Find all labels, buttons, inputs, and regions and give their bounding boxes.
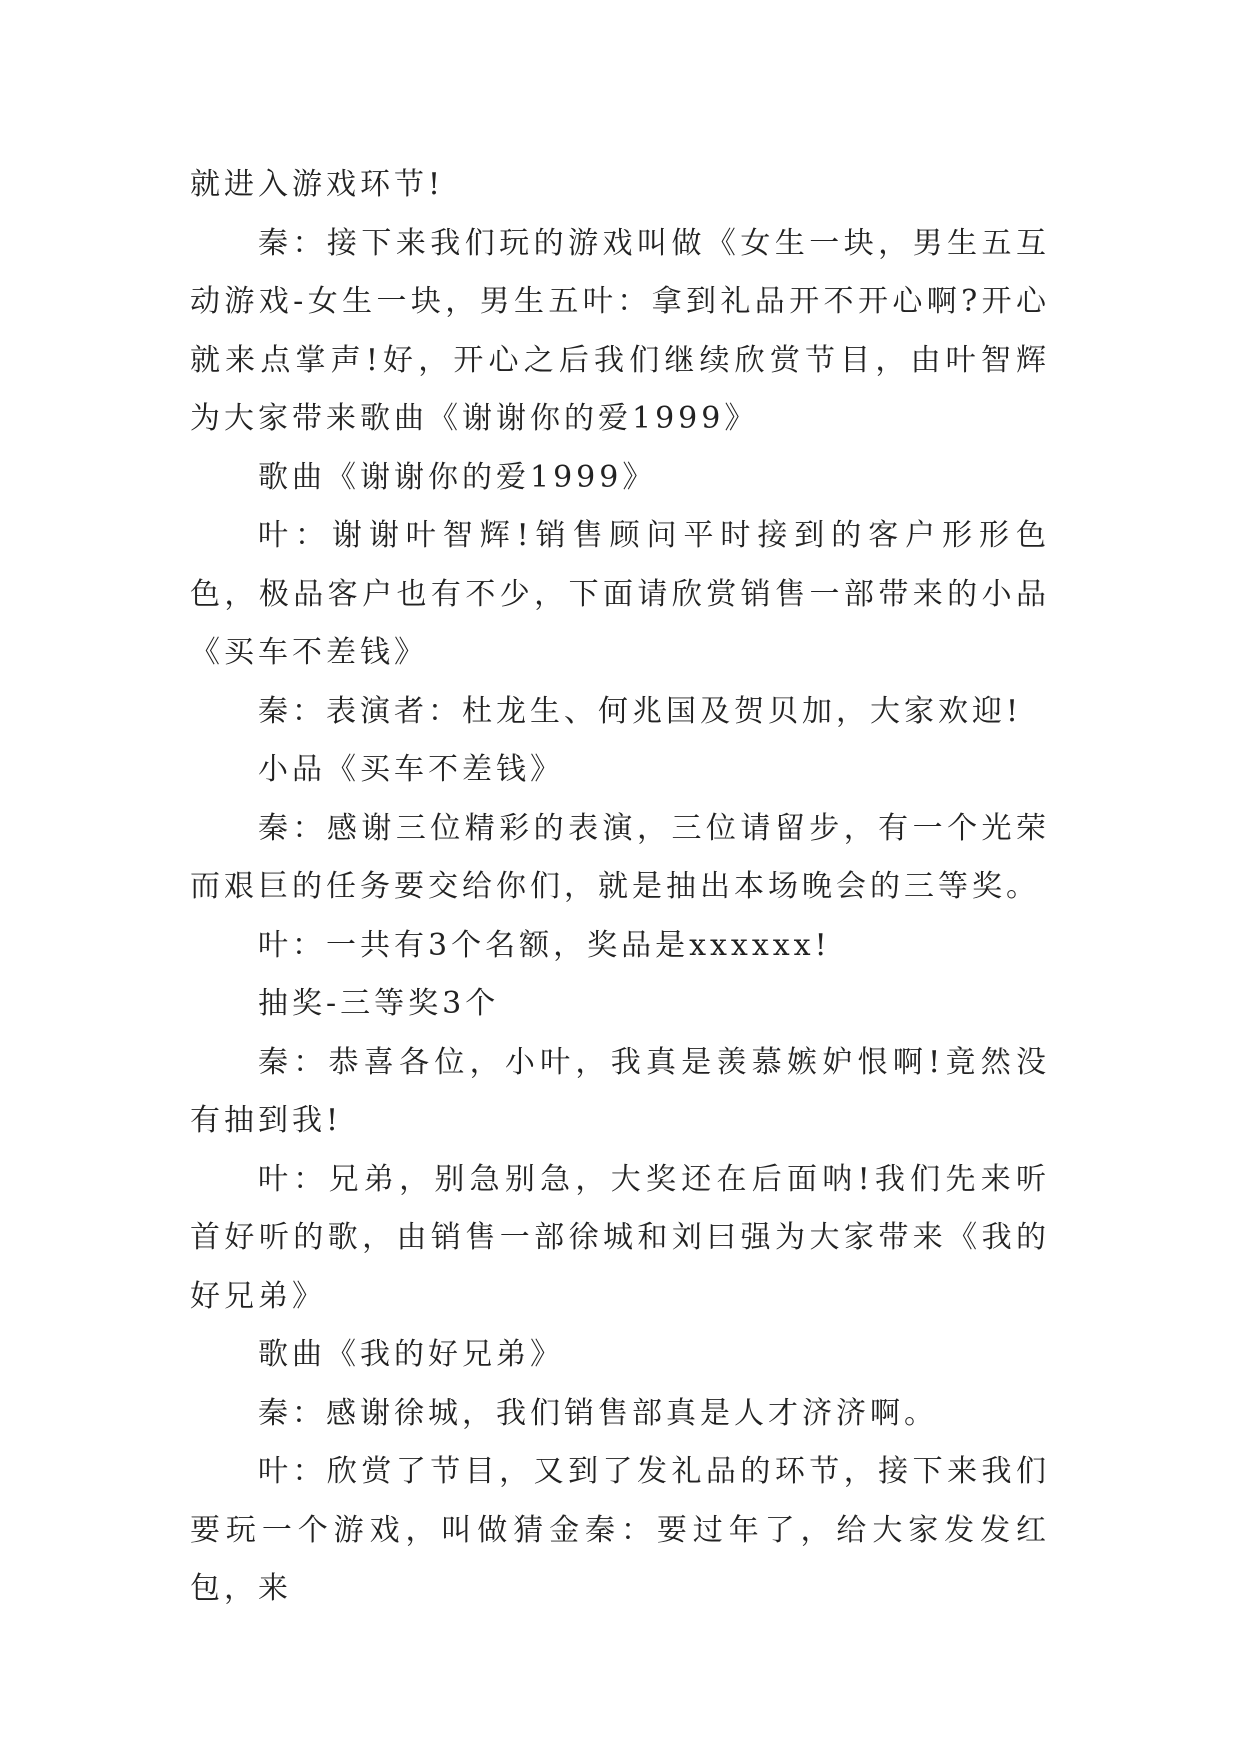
paragraph: 抽奖-三等奖3个 <box>258 986 500 1021</box>
paragraph: 秦：恭喜各位，小叶，我真是羡慕嫉妒恨啊!竟然没有抽到我! <box>190 1044 1050 1138</box>
paragraph: 歌曲《谢谢你的爱1999》 <box>258 459 657 495</box>
paragraph: 叶：谢谢叶智辉!销售顾问平时接到的客户形形色色，极品客户也有不少，下面请欣赏销售一部带来的小品《买车不差钱》 <box>190 518 1050 670</box>
paragraph: 秦：感谢三位精彩的表演，三位请留步，有一个光荣而艰巨的任务要交给你们，就是抽出本场晚会的三等奖。 <box>190 810 1050 904</box>
paragraph: 歌曲《我的好兄弟》 <box>258 1337 564 1372</box>
paragraph: 就进入游戏环节! <box>190 167 445 202</box>
paragraph: 秦：接下来我们玩的游戏叫做《女生一块，男生五互动游戏-女生一块，男生五叶：拿到礼品开不开心啊?开心就来点掌声!好，开心之后我们继续欣赏节目，由叶智辉为大家带来歌曲《谢谢你的爱1999》 <box>190 225 1050 436</box>
paragraph: 小品《买车不差钱》 <box>258 752 564 787</box>
paragraph: 叶：欣赏了节目，又到了发礼品的环节，接下来我们要玩一个游戏，叫做猜金秦：要过年了，给大家发发红包，来 <box>190 1454 1050 1606</box>
document-page <box>190 156 1050 1619</box>
paragraph: 叶：兄弟，别急别急，大奖还在后面呐!我们先来听首好听的歌，由销售一部徐城和刘曰强为大家带来《我的好兄弟》 <box>190 1161 1050 1314</box>
paragraph: 叶：一共有3个名额，奖品是xxxxxx! <box>258 927 831 963</box>
paragraph: 秦：表演者：杜龙生、何兆国及贺贝加，大家欢迎! <box>258 693 1023 729</box>
paragraph: 秦：感谢徐城，我们销售部真是人才济济啊。 <box>258 1395 938 1431</box>
